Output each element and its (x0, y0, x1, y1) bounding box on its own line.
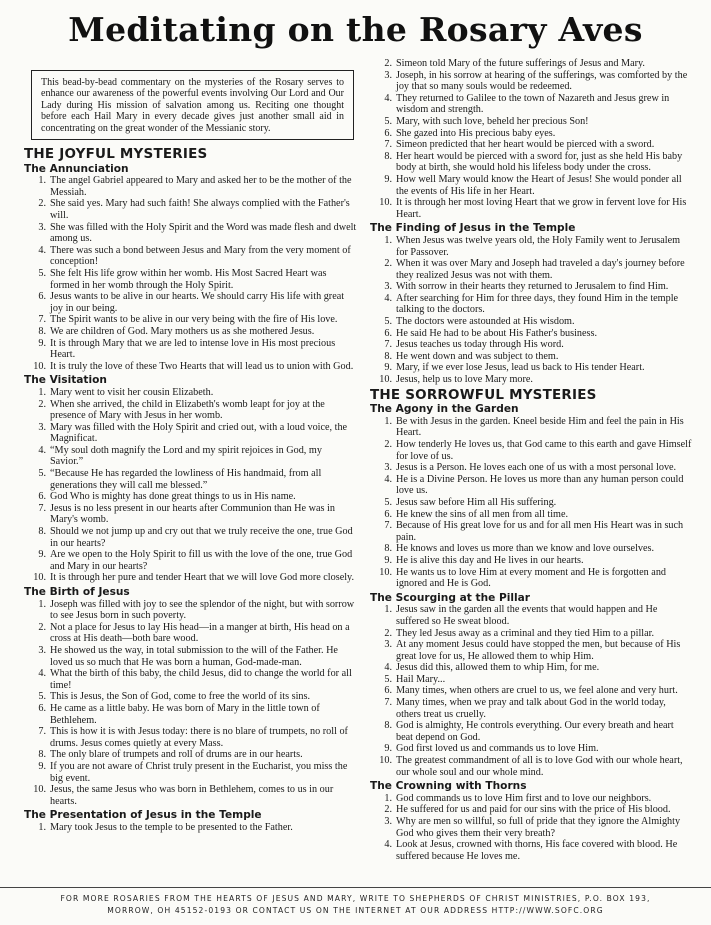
item-number: 2. (384, 804, 392, 816)
item-text: Are we open to the Holy Spirit to fill us with the love of the one, true God and Mary in our hearts? (50, 549, 353, 572)
item-text: She was filled with the Holy Spirit and the Word was made flesh and dwelt among us. (50, 221, 357, 245)
item-number: 3. (384, 281, 392, 293)
item-number: 1. (384, 234, 392, 246)
item-number: 4. (384, 473, 392, 485)
list-item (370, 720, 692, 743)
item-text: Jesus wants to be alive in our hearts. We should carry His life with great joy in our being. (50, 291, 345, 314)
presentation-heading: The Presentation of Jesus in the Temple (24, 809, 262, 822)
item-number: 2. (38, 198, 46, 210)
item-number: 9. (384, 173, 392, 185)
presentation-list-part2 (370, 58, 692, 220)
list-item (24, 422, 357, 445)
item-text: It is through her most loving Heart that we grow in fervent love for His Heart. (396, 197, 687, 220)
item-number: 4. (384, 662, 392, 674)
list-item (370, 362, 692, 374)
item-text: Simeon told Mary of the future sufferings of Jesus and Mary. (396, 58, 645, 69)
list-item (370, 743, 692, 755)
list-item (370, 755, 692, 778)
item-text: It is through Mary that we are led to intense love in His most precious Heart. (50, 337, 336, 361)
list-item (24, 491, 357, 503)
list-item (370, 328, 692, 340)
list-item (24, 761, 357, 784)
item-text: It is truly the love of these Two Hearts that will lead us to union with God. (50, 360, 354, 372)
item-number: 5. (384, 115, 392, 127)
list-item (370, 235, 692, 258)
list-item (370, 697, 692, 720)
item-text: When she arrived, the child in Elizabeth's womb leapt for joy at the presence of Mary with Jesus in her womb. (50, 398, 325, 422)
item-number: 5. (38, 691, 46, 703)
item-number: 3. (384, 462, 392, 474)
item-number: 1. (384, 604, 392, 616)
list-item (370, 128, 692, 140)
item-text: When Jesus was twelve years old, the Holy Family went to Jerusalem for Passover. (396, 234, 681, 258)
list-item (24, 399, 357, 422)
footer-line-2: MORROW, OH 45152-0193 OR CONTACT US ON THE INTERNET AT OUR ADDRESS HTTP://WWW.SOFC.ORG (107, 906, 604, 915)
list-item (24, 691, 357, 703)
list-item (370, 339, 692, 351)
list-item (24, 668, 357, 691)
list-item (24, 291, 357, 314)
list-item (370, 662, 692, 674)
item-number: 6. (384, 127, 392, 139)
list-item (24, 361, 357, 373)
agony-heading: The Agony in the Garden (370, 403, 519, 416)
item-number: 10. (33, 360, 46, 372)
item-text: Because of His great love for us and for all men His Heart was in such pain. (396, 520, 684, 543)
item-text: Jesus saw before Him all His suffering. (396, 496, 557, 508)
item-number: 2. (384, 439, 392, 450)
item-number: 1. (384, 792, 392, 804)
list-item (24, 572, 357, 584)
item-number: 1. (38, 598, 46, 610)
list-item (370, 258, 692, 281)
page-title: Meditating on the Rosary Aves (68, 10, 643, 49)
item-number: 6. (384, 327, 392, 339)
annunciation-heading: The Annunciation (24, 162, 129, 175)
item-number: 8. (384, 720, 392, 732)
right-column (370, 58, 692, 862)
list-item (24, 387, 357, 399)
list-item (370, 293, 692, 316)
scourging-heading: The Scourging at the Pillar (370, 591, 531, 604)
list-item (370, 197, 692, 220)
item-text: When it was over Mary and Joseph had traveled a day's journey before they realized Jesus was not with them. (396, 258, 685, 281)
item-number: 3. (38, 221, 46, 233)
item-number: 6. (384, 508, 392, 520)
footer-line-1: FOR MORE ROSARIES FROM THE HEARTS OF JESUS AND MARY, WRITE TO SHEPHERDS OF CHRIST MINISTRIES, P.O. BOX 193, (60, 894, 651, 903)
list-item (24, 314, 357, 326)
list-item (370, 520, 692, 543)
intro-box: This bead-by-bead commentary on the mysteries of the Rosary serves to enhance our awareness of the powerful events involving Our Lord and Our Lady during His mission of salvation among us. Reciting one thought before each Hail Mary in every decade gives just another small aid in concentrating on the great wonder of the Messianic story. (31, 70, 354, 140)
item-text: What the birth of this baby, the child Jesus, did to change the world for all time! (50, 668, 352, 691)
item-number: 3. (384, 816, 392, 827)
item-number: 5. (384, 673, 392, 685)
item-number: 10. (33, 572, 46, 584)
list-item (370, 374, 692, 386)
list-item (370, 543, 692, 555)
item-number: 7. (38, 726, 46, 738)
item-number: 2. (38, 398, 46, 410)
item-number: 10. (33, 784, 46, 796)
item-text: The Spirit wants to be alive in our very being with the fire of His love. (50, 314, 338, 326)
list-item (370, 416, 692, 439)
list-item (24, 222, 357, 245)
item-text: The greatest commandment of all is to love God with our whole heart, our whole soul and our whole mind. (396, 755, 683, 778)
item-number: 6. (38, 702, 46, 714)
list-item (24, 703, 357, 726)
item-text: Many times, when others are cruel to us, we feel alone and very hurt. (396, 685, 678, 697)
item-text: We are children of God. Mary mothers us as she mothered Jesus. (50, 325, 315, 337)
list-item (370, 58, 692, 70)
item-number: 8. (384, 543, 392, 555)
list-item (24, 503, 357, 526)
list-item (370, 793, 692, 805)
crowning-heading: The Crowning with Thorns (370, 780, 527, 793)
list-item (24, 268, 357, 291)
list-item (370, 281, 692, 293)
item-text: “My soul doth magnify the Lord and my spirit rejoices in God, my Savior.” (50, 444, 322, 468)
left-column (24, 58, 357, 833)
agony-list (370, 416, 692, 590)
item-text: Why are men so willful, so full of pride that they ignore the Almighty God who gives them their very breath? (396, 816, 681, 839)
item-text: With sorrow in their hearts they returned to Jerusalem to find Him. (396, 281, 669, 293)
list-item (370, 351, 692, 363)
birth-of-jesus-heading: The Birth of Jesus (24, 586, 130, 598)
item-text: Jesus is a Person. He loves each one of us with a most personal love. (396, 462, 677, 474)
list-item (24, 198, 357, 221)
item-text: He came as a little baby. He was born of Mary in the little town of Bethlehem. (50, 702, 320, 726)
birth-of-jesus-list (24, 599, 357, 808)
item-text: “Because He has regarded the lowliness of His handmaid, from all generations they will call me blessed.” (50, 468, 322, 491)
item-text: Jesus saw in the garden all the events that would happen and He suffered so He sweat blood. (396, 604, 658, 627)
item-number: 9. (384, 743, 392, 755)
list-item (24, 445, 357, 468)
list-item (24, 784, 357, 807)
item-text: Not a place for Jesus to lay His head—in a manger at birth, His head on a cross at His death—both bare wood. (50, 621, 350, 645)
list-item (370, 316, 692, 328)
item-text: Her heart would be pierced with a sword for, just as she held His baby body at birth, she would hold his lifeless body under the cross. (396, 150, 683, 174)
item-text: He is alive this day and He lives in our hearts. (396, 554, 584, 566)
item-number: 3. (384, 69, 392, 81)
item-text: Mary took Jesus to the temple to be presented to the Father. (50, 821, 293, 833)
list-item (370, 604, 692, 627)
list-item (370, 139, 692, 151)
joyful-mysteries-heading: THE JOYFUL MYSTERIES (24, 146, 208, 163)
finding-heading: The Finding of Jesus in the Temple (370, 222, 576, 235)
item-text: Joseph was filled with joy to see the splendor of the night, but with sorrow to see Jesus born in such poverty. (50, 598, 355, 622)
item-text: Simeon predicted that her heart would be pierced with a sword. (396, 139, 655, 151)
item-text: Joseph, in his sorrow at hearing of the sufferings, was comforted by the joy that so many souls would be redeemed. (396, 69, 688, 93)
item-number: 7. (384, 339, 392, 351)
list-item (370, 816, 692, 839)
list-item (370, 567, 692, 590)
scourging-list (370, 604, 692, 778)
list-item (370, 839, 692, 862)
item-number: 4. (38, 244, 46, 256)
finding-list (370, 235, 692, 386)
item-text: There was such a bond between Jesus and Mary from the very moment of conception! (50, 244, 351, 268)
item-number: 4. (38, 444, 46, 456)
item-number: 3. (38, 421, 46, 433)
item-number: 10. (379, 197, 392, 209)
item-number: 5. (38, 468, 46, 480)
item-text: The doctors were astounded at His wisdom. (396, 316, 575, 328)
item-number: 6. (38, 491, 46, 503)
item-number: 1. (38, 821, 46, 833)
item-text: They led Jesus away as a criminal and they tied Him to a pillar. (396, 627, 655, 639)
item-text: God is almighty, He controls everything. Our every breath and heart beat depend on God. (396, 720, 674, 743)
list-item (370, 93, 692, 116)
item-text: She felt His life grow within her womb. His Most Sacred Heart was formed in her womb through the Holy Spirit. (50, 267, 327, 291)
list-item (370, 628, 692, 640)
item-text: He went down and was subject to them. (396, 350, 559, 362)
item-number: 4. (384, 92, 392, 104)
item-number: 1. (38, 386, 46, 398)
item-text: God Who is mighty has done great things to us in His name. (50, 491, 296, 503)
list-item (370, 497, 692, 509)
item-text: This is Jesus, the Son of God, come to free the world of its sins. (50, 691, 311, 703)
item-text: He showed us the way, in total submission to the will of the Father. He loved us so much that He was born a human, God-made-man. (50, 644, 338, 668)
item-text: He said He had to be about His Father's business. (396, 327, 598, 339)
list-item (24, 468, 357, 491)
item-text: Should we not jump up and cry out that we truly receive the one, true God in our hearts? (50, 526, 353, 549)
item-number: 3. (384, 639, 392, 651)
item-number: 1. (384, 415, 392, 427)
item-text: Hail Mary... (396, 673, 446, 685)
footer (0, 887, 711, 917)
item-number: 7. (38, 502, 46, 514)
item-text: After searching for Him for three days, they found Him in the temple talking to the doctors. (396, 292, 679, 316)
item-text: He is a Divine Person. He loves us more than any human person could love us. (396, 473, 684, 497)
item-text: God commands us to love Him first and to love our neighbors. (396, 792, 652, 804)
item-text: Jesus, the same Jesus who was born in Bethlehem, comes to us in our hearts. (50, 784, 334, 807)
list-item (24, 338, 357, 361)
item-text: Jesus is no less present in our hearts after Communion than He was in Mary's womb. (50, 502, 335, 526)
presentation-list-part1 (24, 822, 357, 834)
item-text: She said yes. Mary had such faith! She always complied with the Father's will. (50, 198, 350, 221)
item-text: Many times, when we pray and talk about God in the world today, others treat us cruelly. (396, 697, 666, 720)
item-text: Jesus, help us to love Mary more. (396, 374, 533, 386)
item-number: 10. (379, 566, 392, 578)
item-number: 1. (38, 175, 46, 187)
list-item (370, 462, 692, 474)
item-number: 8. (384, 350, 392, 362)
item-number: 7. (384, 697, 392, 709)
item-text: How tenderly He loves us, that God came to this earth and gave Himself for love of us. (396, 439, 692, 462)
list-item (24, 599, 357, 622)
item-text: This is how it is with Jesus today: there is no blare of trumpets, no roll of drums. Jesus comes quietly at every Mass. (50, 726, 348, 749)
item-number: 7. (38, 314, 46, 326)
item-number: 9. (38, 760, 46, 772)
item-number: 4. (38, 668, 46, 680)
item-text: He suffered for us and paid for our sins with the price of His blood. (396, 804, 671, 816)
item-number: 4. (384, 839, 392, 851)
item-number: 9. (38, 337, 46, 349)
item-number: 6. (384, 685, 392, 697)
item-number: 9. (384, 554, 392, 566)
item-text: He wants us to love Him at every moment and He is forgotten and ignored and He is God. (396, 566, 667, 590)
item-number: 6. (38, 291, 46, 303)
item-text: He knows and loves us more than we know and love ourselves. (396, 543, 655, 555)
list-item (24, 326, 357, 338)
annunciation-list (24, 175, 357, 372)
item-number: 9. (38, 549, 46, 561)
list-item (24, 645, 357, 668)
item-text: Be with Jesus in the garden. Kneel beside Him and feel the pain in His Heart. (396, 415, 684, 439)
visitation-heading: The Visitation (24, 374, 107, 387)
item-number: 2. (384, 258, 392, 270)
item-number: 2. (384, 58, 392, 69)
item-text: Jesus did this, allowed them to whip Him, for me. (396, 662, 600, 674)
item-text: At any moment Jesus could have stopped the men, but because of His great love for us, He allowed them to whip Him. (396, 639, 681, 662)
item-number: 3. (38, 644, 46, 656)
list-item (24, 822, 357, 834)
list-item (24, 622, 357, 645)
list-item (370, 685, 692, 697)
item-text: Jesus teaches us today through His word. (396, 339, 564, 351)
item-text: It is through her pure and tender Heart that we will love God more closely. (50, 572, 355, 584)
item-text: He knew the sins of all men from all time. (396, 508, 569, 520)
list-item (370, 116, 692, 128)
item-text: If you are not aware of Christ truly present in the Eucharist, you miss the big event. (50, 760, 348, 784)
list-item (370, 555, 692, 567)
list-item (370, 174, 692, 197)
item-number: 10. (379, 374, 392, 386)
item-text: Mary was filled with the Holy Spirit and cried out, with a loud voice, the Magnificat. (50, 421, 348, 445)
list-item (370, 439, 692, 462)
item-text: How well Mary would know the Heart of Jesus! She would ponder all the events of His life in her Heart. (396, 173, 682, 197)
item-text: Mary, with such love, beheld her precious Son! (396, 115, 589, 127)
item-text: Mary went to visit her cousin Elizabeth. (50, 386, 214, 398)
item-text: The only blare of trumpets and roll of drums are in our hearts. (50, 749, 303, 761)
item-text: Look at Jesus, crowned with thorns, His face covered with blood. He suffered because He loves me. (396, 839, 678, 862)
list-item (24, 175, 357, 198)
list-item (24, 726, 357, 749)
item-number: 2. (38, 621, 46, 633)
item-text: She gazed into His precious baby eyes. (396, 127, 556, 139)
list-item (370, 639, 692, 662)
list-item (370, 509, 692, 521)
item-number: 7. (384, 520, 392, 532)
list-item (370, 474, 692, 497)
list-item (370, 151, 692, 174)
item-number: 8. (384, 150, 392, 162)
list-item (370, 804, 692, 816)
list-item (370, 70, 692, 93)
item-number: 8. (38, 325, 46, 337)
item-number: 8. (38, 749, 46, 761)
item-number: 7. (384, 139, 392, 151)
item-number: 5. (38, 267, 46, 279)
item-number: 8. (38, 526, 46, 538)
item-number: 5. (384, 316, 392, 328)
item-number: 9. (384, 362, 392, 374)
item-number: 5. (384, 496, 392, 508)
visitation-list (24, 387, 357, 584)
list-item (24, 245, 357, 268)
item-number: 10. (379, 755, 392, 767)
sorrowful-mysteries-heading: THE SORROWFUL MYSTERIES (370, 386, 597, 403)
item-text: Mary, if we ever lose Jesus, lead us back to His tender Heart. (396, 362, 645, 374)
crowning-list (370, 793, 692, 863)
list-item (24, 526, 357, 549)
item-number: 4. (384, 292, 392, 304)
list-item (370, 674, 692, 686)
item-number: 2. (384, 627, 392, 639)
item-text: God first loved us and commands us to love Him. (396, 743, 599, 755)
list-item (24, 549, 357, 572)
item-text: They returned to Galilee to the town of Nazareth and Jesus grew in wisdom and strength. (396, 92, 670, 116)
list-item (24, 749, 357, 761)
item-text: The angel Gabriel appeared to Mary and asked her to be the mother of the Messiah. (50, 175, 352, 198)
